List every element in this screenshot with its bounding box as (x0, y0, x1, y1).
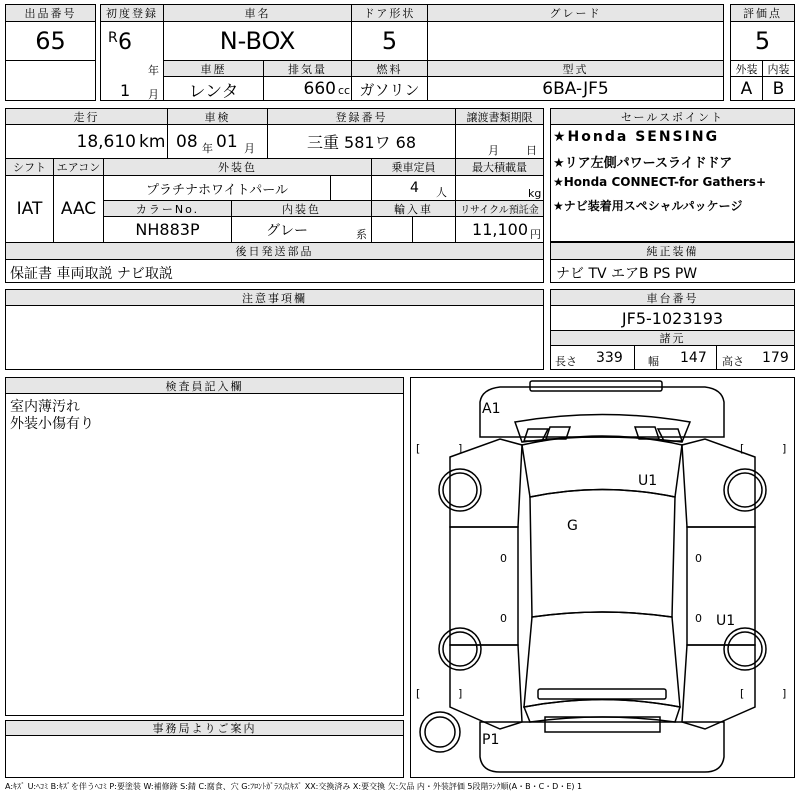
equipment-value: ナビ TV エアB PS PW (556, 266, 698, 282)
width-label: 幅 (648, 355, 659, 368)
reg-no-value: 三重 581ワ 68 (306, 133, 417, 152)
mark-a1: A1 (482, 401, 501, 417)
legend: A:ｷｽﾞ U:ﾍｺﾐ B:ｷｽﾞを伴うﾍｺﾐ P:要塗装 W:補修跡 S:錆 C:腐食、穴 G:ﾌﾛﾝﾄｶﾞﾗｽ点ｷｽﾞ XX:交換済み X:要交換 欠:欠品 内・外装評価 5段階ﾗﾝｸ順(A・B・C・D・E) 1 (5, 782, 583, 791)
import-label: 輸入車 (372, 201, 455, 216)
transfer-label: 譲渡書類期限 (456, 109, 543, 124)
svg-text:[: [ (416, 442, 421, 455)
svg-text:]: ] (458, 687, 463, 700)
reg-no-label: 登録番号 (268, 109, 455, 124)
svg-text:0: 0 (695, 612, 702, 625)
displacement-label: 排気量 (264, 61, 351, 76)
door-type: 5 (381, 27, 398, 55)
mileage-value: 18,610 (76, 131, 136, 152)
inspection-month: 01 (216, 132, 238, 152)
history-value: レンタ (188, 81, 239, 102)
height-value: 179 (762, 350, 789, 366)
svg-text:0: 0 (500, 612, 507, 625)
history-label: 車歴 (164, 61, 263, 76)
svg-text:[: [ (740, 687, 745, 700)
inspection-label: 車検 (168, 109, 267, 124)
inspector-line-1: 室内薄汚れ (10, 399, 80, 415)
grade-label: グレード (428, 5, 723, 21)
lot-label: 出品番号 (6, 5, 95, 21)
score-label: 評価点 (731, 5, 794, 21)
capacity-value: 4 (410, 180, 419, 196)
inspector-label: 検査員記入欄 (6, 378, 403, 393)
mark-p1: P1 (482, 732, 500, 748)
transfer-month-unit: 月 (488, 144, 499, 157)
car-name-label: 車名 (164, 5, 351, 21)
svg-text:[: [ (740, 442, 745, 455)
first-reg-year: 6 (118, 30, 132, 55)
chassis-label: 車台番号 (551, 290, 794, 305)
first-reg-month: 1 (120, 81, 131, 100)
ext-color-value: プラチナホワイトパール (145, 182, 289, 198)
car-name: N-BOX (219, 27, 296, 55)
notes-label: 注意事項欄 (6, 290, 543, 305)
svg-text:]: ] (782, 687, 787, 700)
displacement-unit: cc (338, 84, 351, 97)
car-diagram (410, 377, 795, 778)
shift-value: IAT (16, 199, 43, 219)
inspection-year-unit: 年 (202, 142, 213, 155)
chassis-value: JF5-1023193 (621, 308, 724, 328)
mark-u1-bottom: U1 (716, 613, 736, 629)
score-value: 5 (754, 27, 771, 55)
import-value (413, 217, 455, 242)
month-unit: 月 (148, 88, 159, 101)
length-value: 339 (596, 350, 623, 366)
mark-g: G (567, 518, 578, 534)
int-label: 内装 (767, 62, 790, 76)
int-color-value: グレー (266, 222, 308, 239)
later-parts-value: 保証書 車両取説 ナビ取説 (10, 266, 173, 282)
svg-text:]: ] (458, 442, 463, 455)
recycle-value: 11,100 (472, 220, 528, 239)
ext-color-label: 外装色 (104, 159, 371, 175)
era: R (108, 30, 118, 46)
later-parts-label: 後日発送部品 (6, 243, 543, 259)
ac-label: エアコン (54, 159, 103, 175)
svg-text:0: 0 (695, 552, 702, 565)
dimensions-label: 諸元 (551, 331, 794, 345)
int-color-suffix: 系 (356, 228, 367, 241)
sales-point-4: ★ナビ装着用スペシャルパッケージ (553, 199, 743, 213)
ext-grade: A (740, 79, 753, 99)
transfer-day-unit: 日 (526, 144, 537, 157)
fuel-label: 燃料 (352, 61, 427, 76)
sales-points-label: セールスポイント (551, 109, 794, 124)
model-value: 6BA-JF5 (542, 79, 609, 99)
lot-number: 65 (35, 27, 66, 55)
model-label: 型式 (428, 61, 723, 76)
width-value: 147 (680, 350, 707, 366)
mileage-label: 走行 (6, 109, 167, 124)
max-load-unit: kg (528, 187, 542, 200)
height-label: 高さ (722, 355, 744, 368)
max-load-label: 最大積載量 (456, 159, 543, 175)
first-reg-label: 初度登録 (101, 5, 163, 21)
fuel-value: ガソリン (359, 80, 420, 99)
svg-text:[: [ (416, 687, 421, 700)
int-grade: B (772, 79, 785, 99)
grade-value (428, 22, 723, 60)
office-label: 事務局よりご案内 (6, 721, 403, 735)
door-label: ドア形状 (352, 5, 427, 21)
color-no-label: カラーNo. (104, 201, 231, 216)
year-unit: 年 (148, 64, 159, 77)
capacity-label: 乗車定員 (372, 159, 455, 175)
displacement-value: 660 (303, 79, 336, 99)
ext-label: 外装 (735, 62, 758, 76)
recycle-unit: 円 (530, 228, 541, 241)
mark-u1-top: U1 (638, 473, 658, 489)
ac-value: AAC (60, 199, 97, 219)
equipment-label: 純正装備 (551, 243, 794, 259)
length-label: 長さ (555, 355, 577, 368)
mileage-unit: km (139, 132, 166, 152)
int-color-label: 内装色 (232, 201, 371, 216)
inspection-year: 08 (176, 132, 198, 152)
inspector-line-2: 外装小傷有り (10, 416, 94, 432)
recycle-label: リサイクル預託金 (456, 201, 543, 216)
sales-point-1: ★Honda SENSING (553, 129, 720, 145)
svg-text:]: ] (782, 442, 787, 455)
sales-point-3: ★Honda CONNECT-for Gathers+ (553, 175, 766, 189)
sales-point-2: ★リア左側パワースライドドア (553, 156, 733, 171)
color-no-value: NH883P (135, 220, 200, 239)
svg-text:0: 0 (500, 552, 507, 565)
shift-label: シフト (6, 159, 53, 175)
inspection-month-unit: 月 (244, 142, 255, 155)
capacity-unit: 人 (436, 186, 447, 199)
